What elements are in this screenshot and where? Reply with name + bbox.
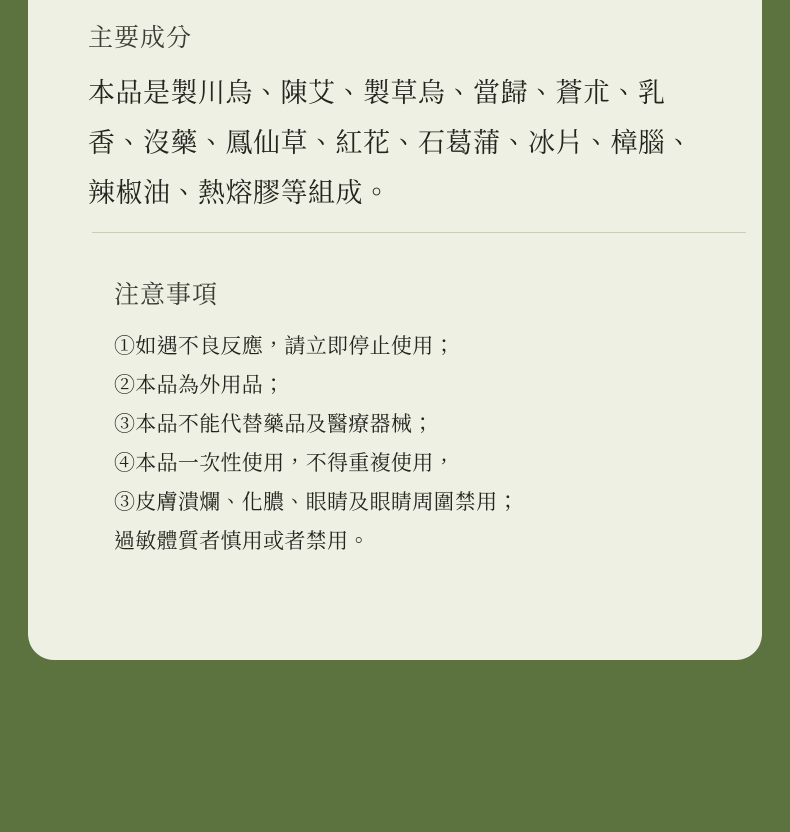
ingredients-body: 本品是製川烏、陳艾、製草烏、當歸、蒼朮、乳香、沒藥、鳳仙草、紅花、石葛蒲、冰片、樟腦、辣椒油、熱熔膠等組成。	[88, 78, 693, 208]
ingredients-title: 主要成分	[88, 24, 193, 52]
notice-tail-text: 過敏體質者慎用或者禁用。	[114, 530, 370, 553]
list-item: ①如遇不良反應，請立即停止使用；	[114, 335, 455, 358]
notice-title: 注意事項	[114, 281, 219, 309]
info-card	[28, 0, 762, 660]
list-item: ②本品為外用品；	[114, 374, 285, 397]
ingredients-section	[88, 18, 708, 218]
notice-list	[114, 327, 734, 522]
list-item: ③皮膚潰爛、化膿、眼睛及眼睛周圍禁用；	[114, 491, 519, 514]
list-item: ④本品一次性使用，不得重複使用，	[114, 452, 455, 475]
notice-section	[114, 275, 734, 561]
list-item: ③本品不能代替藥品及醫療器械；	[114, 413, 434, 436]
section-divider	[92, 232, 746, 233]
